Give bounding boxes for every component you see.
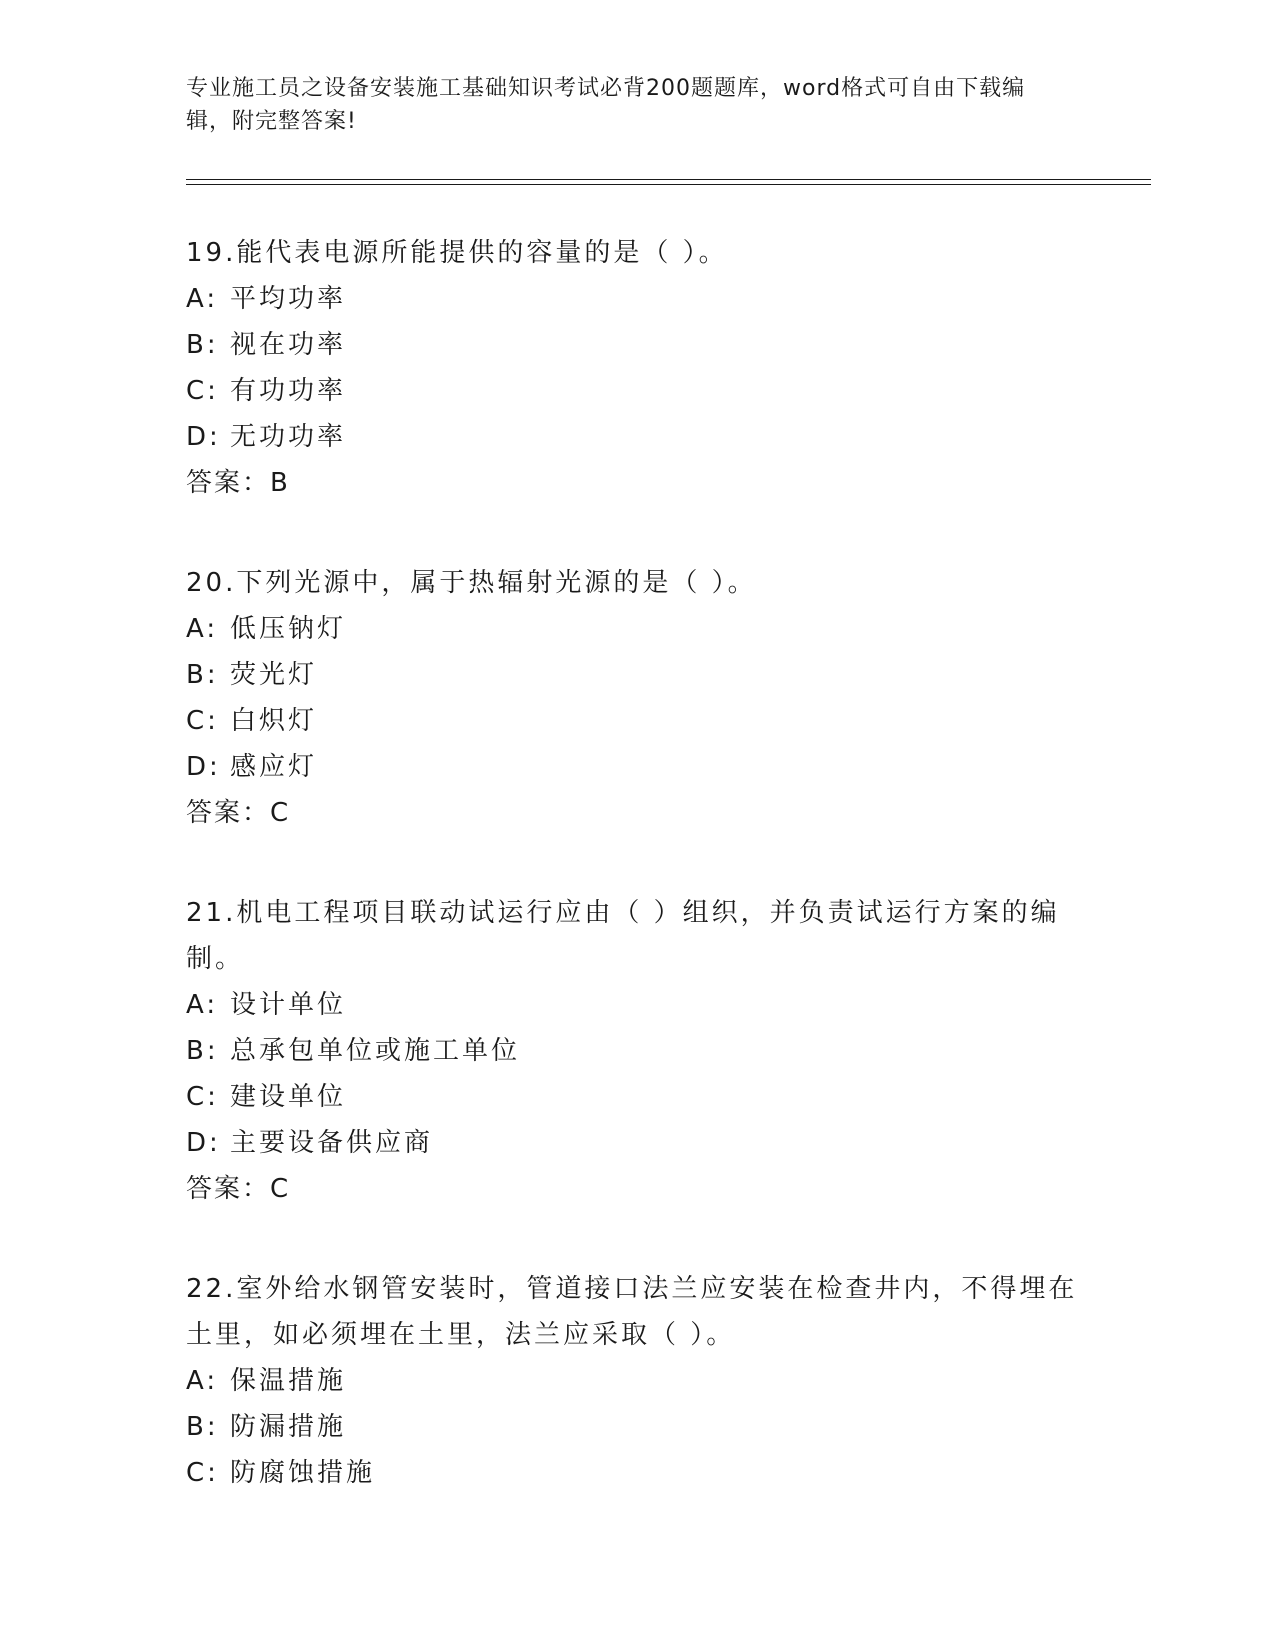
option-c <box>186 1450 1086 1496</box>
option-text: 低压钠灯 <box>230 614 347 644</box>
option-c <box>186 1074 1086 1120</box>
option-key: B: <box>186 330 219 360</box>
option-key: A: <box>186 614 219 644</box>
question-stem: 22.室外给水钢管安装时，管道接口法兰应安装在检查井内，不得埋在土里，如必须埋在土里，法兰应采取（ ）。 <box>186 1274 1078 1350</box>
option-a <box>186 1358 1086 1404</box>
option-c <box>186 698 1086 744</box>
question-19 <box>186 230 1086 506</box>
option-b <box>186 1028 1086 1074</box>
header-divider-bottom <box>186 184 1151 185</box>
option-key: C: <box>186 1458 219 1488</box>
question-list <box>186 230 1086 1550</box>
option-text: 感应灯 <box>230 752 318 782</box>
option-b <box>186 652 1086 698</box>
question-21 <box>186 890 1086 1212</box>
answer-label: 答案： <box>186 468 271 498</box>
option-key: A: <box>186 284 219 314</box>
option-key: B: <box>186 1412 219 1442</box>
option-d <box>186 1120 1086 1166</box>
answer-label: 答案： <box>186 1174 271 1204</box>
option-b <box>186 322 1086 368</box>
option-text: 视在功率 <box>230 330 347 360</box>
option-text: 保温措施 <box>230 1366 347 1396</box>
option-text: 防漏措施 <box>230 1412 347 1442</box>
option-text: 设计单位 <box>230 990 347 1020</box>
header-divider-top <box>186 179 1151 180</box>
answer-line <box>186 790 1086 836</box>
question-stem: 19.能代表电源所能提供的容量的是（ ）。 <box>186 238 728 268</box>
option-text: 总承包单位或施工单位 <box>230 1036 521 1066</box>
option-key: B: <box>186 660 219 690</box>
answer-value: B <box>270 468 289 498</box>
option-d <box>186 744 1086 790</box>
answer-value: C <box>270 1174 290 1204</box>
answer-line <box>186 460 1086 506</box>
option-key: D: <box>186 422 221 452</box>
option-key: A: <box>186 1366 219 1396</box>
option-key: A: <box>186 990 219 1020</box>
option-key: C: <box>186 706 219 736</box>
option-key: B: <box>186 1036 219 1066</box>
option-text: 建设单位 <box>230 1082 347 1112</box>
question-22 <box>186 1266 1086 1496</box>
option-key: D: <box>186 1128 221 1158</box>
option-d <box>186 414 1086 460</box>
question-20 <box>186 560 1086 836</box>
answer-line <box>186 1166 1086 1212</box>
option-b <box>186 1404 1086 1450</box>
option-text: 有功功率 <box>230 376 347 406</box>
question-stem: 21.机电工程项目联动试运行应由（ ）组织，并负责试运行方案的编制。 <box>186 898 1060 974</box>
option-key: C: <box>186 376 219 406</box>
option-a <box>186 982 1086 1028</box>
option-key: C: <box>186 1082 219 1112</box>
option-text: 无功功率 <box>230 422 347 452</box>
document-header: 专业施工员之设备安装施工基础知识考试必背200题题库，word格式可自由下载编辑，附完整答案! <box>186 76 1026 134</box>
option-text: 防腐蚀措施 <box>230 1458 376 1488</box>
option-a <box>186 606 1086 652</box>
option-text: 白炽灯 <box>230 706 318 736</box>
option-text: 主要设备供应商 <box>230 1128 434 1158</box>
answer-label: 答案： <box>186 798 271 828</box>
option-text: 荧光灯 <box>230 660 318 690</box>
answer-value: C <box>270 798 290 828</box>
option-key: D: <box>186 752 221 782</box>
option-a <box>186 276 1086 322</box>
option-text: 平均功率 <box>230 284 347 314</box>
question-stem: 20.下列光源中，属于热辐射光源的是（ ）。 <box>186 568 757 598</box>
option-c <box>186 368 1086 414</box>
